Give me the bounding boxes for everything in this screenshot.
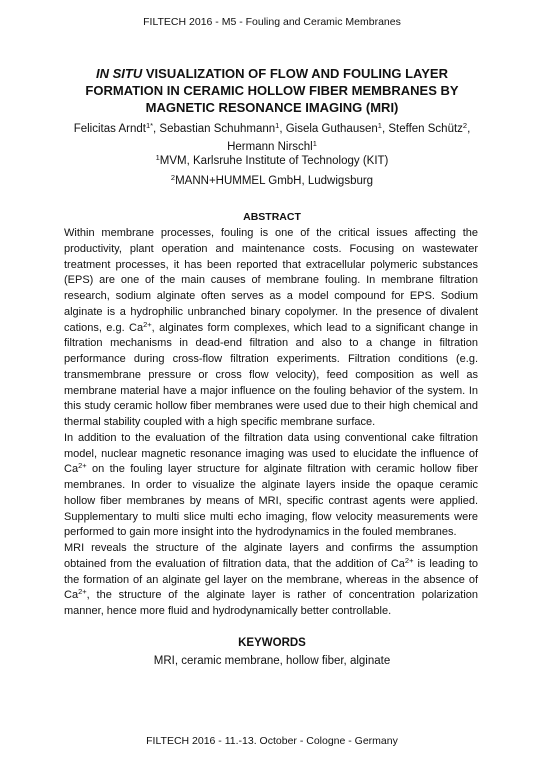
author: [159, 123, 285, 135]
abstract-paragraph: [64, 431, 478, 541]
affiliation-1: [60, 155, 484, 167]
author: [286, 123, 389, 135]
author-name: Steffen Schütz: [388, 123, 463, 135]
abstract-body: [64, 226, 478, 620]
author-separator: ,: [467, 123, 471, 135]
abstract-paragraph: [64, 541, 478, 620]
author: [388, 123, 470, 135]
title-rest: VISUALIZATION OF FLOW AND FOULING LAYER FORMATION IN CERAMIC HOLLOW FIBER MEMBRANES BY MAGNETIC RESONANCE IMAGING (MRI): [85, 66, 459, 115]
abstract-text: , the structure of the alginate layer is rather of concentration polarization manner, hence more fluid and hydrodynamically better controllable.: [64, 589, 478, 617]
author-affiliation-mark: 1: [377, 121, 382, 130]
keywords-list: MRI, ceramic membrane, hollow fiber, alginate: [153, 655, 391, 667]
author-name: Gisela Guthausen: [285, 123, 378, 135]
abstract-text: , alginates form complexes, which lead to a significant change in filtration mechanisms in dead-end filtration and also to a change in filtration performance during cross-flow filtration experiments. Filtration conditions (e.g. transmembrane pressure or cross flow velocity), feed composition as well as membrane material have a major influence on the fouling behavior of the system. In this study ceramic hollow fiber membranes were used due to their high chemical and thermal stability coupled with a high specific membrane surface.: [64, 321, 478, 428]
keywords-heading: KEYWORDS: [238, 637, 306, 649]
author-affiliation-mark: 1: [312, 138, 317, 148]
charge-superscript: 2+: [78, 461, 87, 471]
affiliation-2: [60, 175, 484, 187]
author-name: Sebastian Schuhmann: [159, 123, 276, 135]
author-affiliation-mark: 1: [275, 121, 280, 130]
author-separator: ,: [153, 123, 160, 135]
author-affiliation-mark: 2: [462, 121, 468, 130]
author: [74, 123, 160, 135]
affiliation-text: MVM, Karlsruhe Institute of Technology (KIT): [159, 155, 389, 167]
running-header: FILTECH 2016 - M5 - Fouling and Ceramic Membranes: [143, 16, 401, 28]
running-footer: FILTECH 2016 - 11.-13. October - Cologne - Germany: [146, 735, 398, 747]
author-list: [60, 121, 484, 156]
abstract-text: In addition to the evaluation of the filtration data using conventional cake filtration model, nuclear magnetic resonance imaging was used to elucidate the influence of Ca: [64, 431, 478, 476]
author-name: Felicitas Arndt: [73, 123, 146, 135]
charge-superscript: 2+: [404, 555, 414, 565]
author-separator: ,: [381, 123, 389, 135]
abstract-text: is leading to the formation of an alginate gel layer on the membrane, whereas in the absence of Ca: [64, 557, 478, 602]
affiliation-mark: 1: [155, 153, 160, 162]
affiliation-text: MANN+HUMMEL GmbH, Ludwigsburg: [175, 175, 374, 187]
author-affiliation-mark: 1*: [145, 121, 154, 130]
charge-superscript: 2+: [78, 587, 87, 597]
abstract-text: MRI reveals the structure of the alginate layers and confirms the assumption obtained from the evaluation of filtration data, that the addition of Ca: [64, 542, 478, 570]
affiliation-mark: 2: [170, 173, 176, 182]
charge-superscript: 2+: [143, 319, 152, 329]
author-name: Hermann Nirschl: [227, 140, 313, 153]
author-separator: ,: [279, 123, 286, 135]
title-italic: IN SITU: [96, 66, 143, 81]
abstract-text: Within membrane processes, fouling is one of the critical issues affecting the productivity, plant operation and maintenance costs. Focusing on wastewater treatment processes, it has been reported that extracellular polymeric substances (EPS) are one of the main causes of membrane fouling. In membrane filtration research, sodium alginate often serves as a model compound for EPS. Sodium alginate is a hydrophilic unbranched binary copolymer. In the presence of divalent cations, e.g. Ca: [64, 227, 478, 334]
paper-title: [60, 65, 484, 116]
abstract-text: on the fouling layer structure for alginate filtration with ceramic hollow fiber membranes. In order to visualize the alginate layers inside the opaque ceramic hollow fiber membranes by means of MRI, specific contrast agents were applied. Supplementary to multi slice multi echo imaging, flow velocity measurements were performed to gain more insight into the hydrodynamics in the fouled membranes.: [64, 463, 478, 539]
author: [227, 138, 317, 153]
abstract-heading: ABSTRACT: [243, 211, 301, 223]
abstract-paragraph: [64, 226, 478, 431]
